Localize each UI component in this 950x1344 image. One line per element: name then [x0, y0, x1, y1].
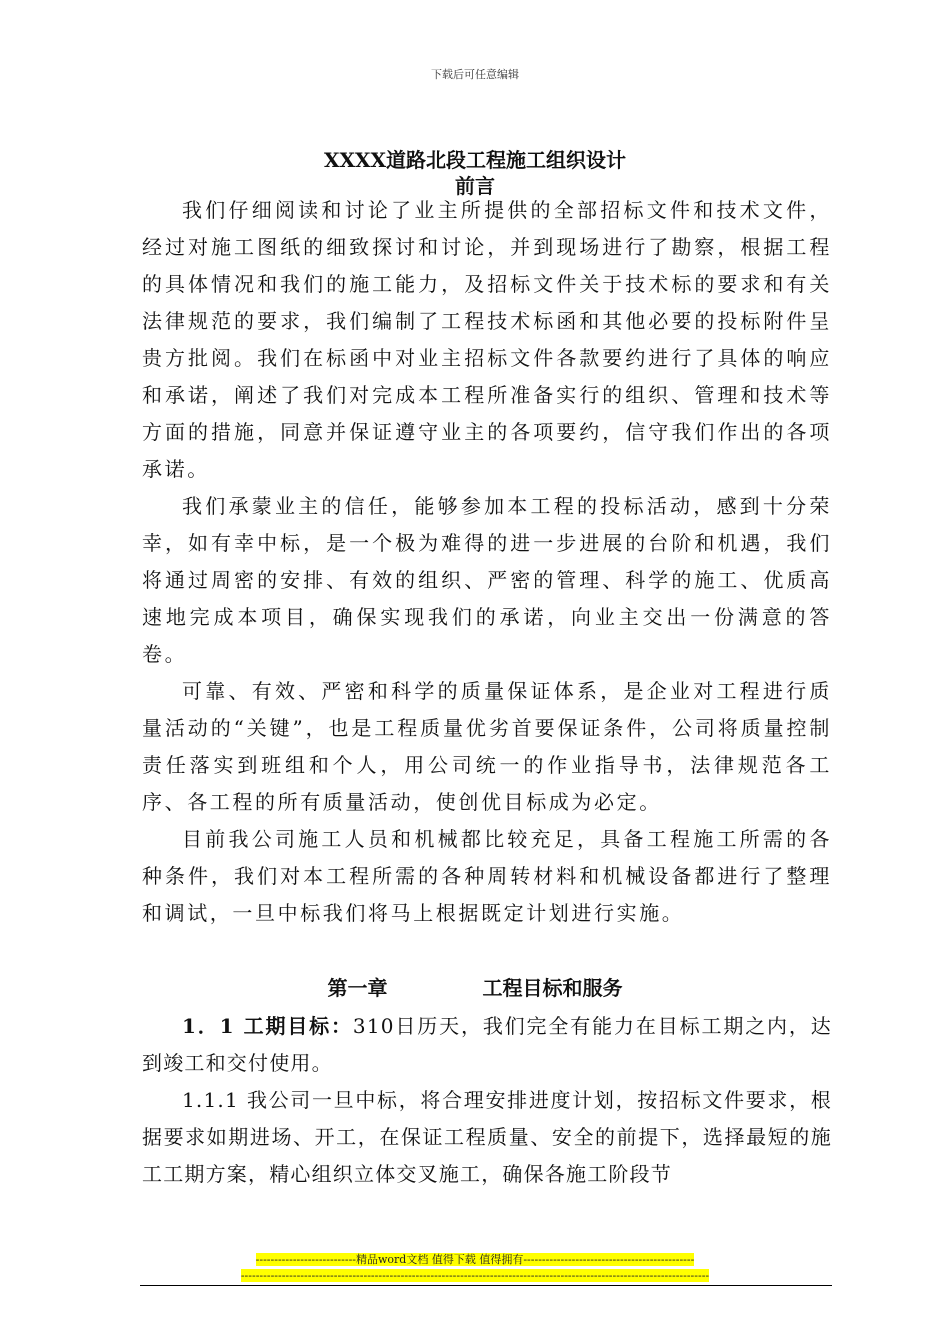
chapter-title: 工程目标和服务	[482, 976, 623, 1000]
chapter-number: 第一章	[327, 976, 388, 1000]
section-1-1-1-text: 我公司一旦中标，将合理安排进度计划，按招标文件要求，根据要求如期进场、开工，在保证工程质量、安全的前提下，选择最短的施工工期方案，精心组织立体交叉施工，确保各施工阶段节	[142, 1088, 832, 1186]
footer-rule	[140, 1285, 832, 1286]
chapter-body	[142, 1008, 832, 1193]
section-1-1-label: 1．1 工期目标：	[182, 1014, 353, 1038]
section-1-1-text: 310日历天，我们完全有能力在目标工期之内，达到竣工和交付使用。	[142, 1014, 832, 1075]
preface-paragraph-2: 我们承蒙业主的信任，能够参加本工程的投标活动，感到十分荣幸，如有幸中标，是一个极为难得的进一步进展的台阶和机遇，我们将通过周密的安排、有效的组织、严密的管理、科学的施工、优质高速地完成本项目，确保实现我们的承诺，向业主交出一份满意的答卷。	[142, 494, 832, 666]
page-header-note: 下载后可任意编辑	[431, 68, 519, 81]
footer-line-1	[0, 1252, 950, 1267]
preface-paragraph-1: 我们仔细阅读和讨论了业主所提供的全部招标文件和技术文件，经过对施工图纸的细致探讨和讨论，并到现场进行了勘察，根据工程的具体情况和我们的施工能力，及招标文件关于技术标的要求和有关法律规范的要求，我们编制了工程技术标函和其他必要的投标附件呈贵方批阅。我们在标函中对业主招标文件各款要约进行了具体的响应和承诺，阐述了我们对完成本工程所准备实行的组织、管理和技术等方面的措施，同意并保证遵守业主的各项要约，信守我们作出的各项承诺。	[142, 198, 832, 481]
preface-paragraph-4: 目前我公司施工人员和机械都比较充足，具备工程施工所需的各种条件，我们对本工程所需的各种周转材料和机械设备都进行了整理和调试，一旦中标我们将马上根据既定计划进行实施。	[142, 827, 832, 925]
footer-dash-line: ------------------------------------------------------------------------------------------------------------------------------	[240, 1269, 710, 1282]
section-1-1	[142, 1008, 832, 1082]
footer-line-2	[0, 1268, 950, 1283]
section-1-1-1-label: 1.1.1	[182, 1088, 247, 1112]
section-1-1-1	[142, 1082, 832, 1193]
document-title: XXXX道路北段工程施工组织设计	[323, 148, 627, 172]
footer-banner: ---------------------------精品word文档 值得下载 值得拥有----------------------------------------------	[255, 1253, 695, 1266]
preface-title: 前言	[455, 174, 495, 198]
preface-paragraph-3: 可靠、有效、严密和科学的质量保证体系，是企业对工程进行质量活动的“关键”，也是工程质量优劣首要保证条件，公司将质量控制责任落实到班组和个人，用公司统一的作业指导书，法律规范各工序、各工程的所有质量活动，使创优目标成为必定。	[142, 679, 832, 814]
preface-body	[142, 192, 832, 932]
chapter-heading	[0, 972, 950, 1001]
